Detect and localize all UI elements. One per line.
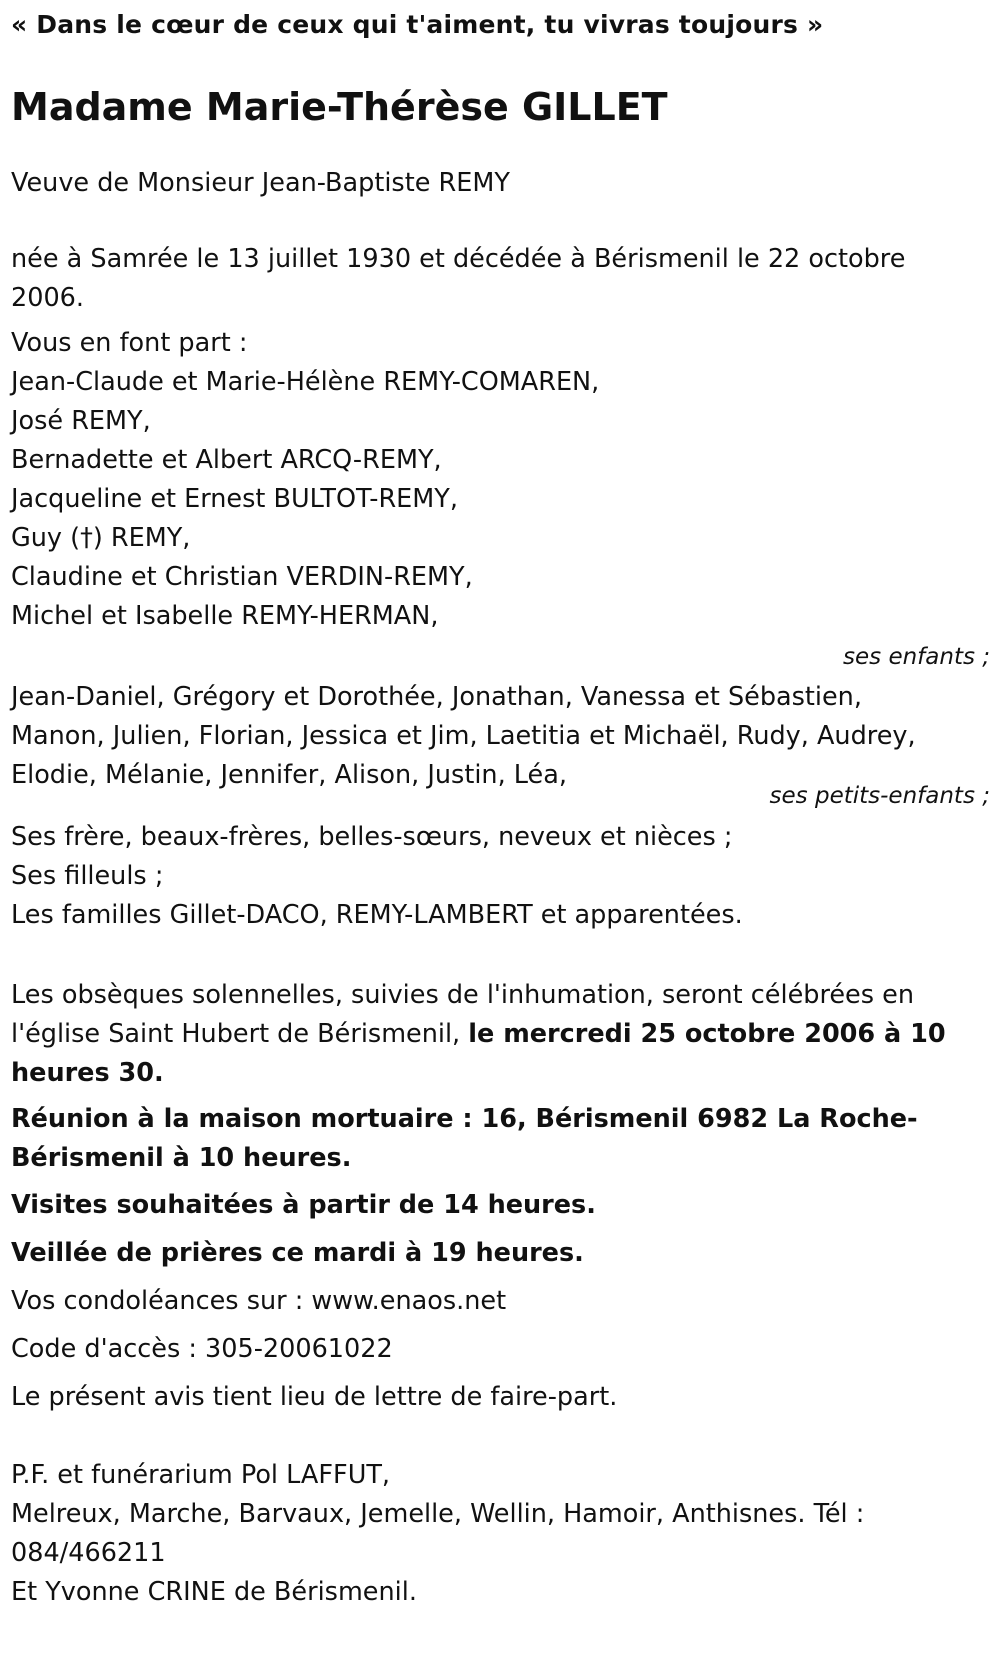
grandchildren-line: Jean-Daniel, Grégory et Dorothée, Jonathan, Vanessa et Sébastien, [11,682,862,712]
access-code: Code d'accès : 305-20061022 [11,1334,393,1364]
funeral-time: heures 30. [11,1058,164,1088]
child-entry: José REMY, [11,406,151,436]
funeral-date: le mercredi 25 octobre 2006 à 10 [468,1019,946,1049]
deceased-name: Madame Marie-Thérèse GILLET [11,85,668,129]
vigil-info: Veillée de prières ce mardi à 19 heures. [11,1238,584,1268]
widow-line: Veuve de Monsieur Jean-Baptiste REMY [11,168,510,198]
funeral-home-line: Et Yvonne CRINE de Bérismenil. [11,1577,417,1607]
funeral-line: Les obsèques solennelles, suivies de l'inhumation, seront célébrées en [11,980,914,1010]
grandchildren-line: Elodie, Mélanie, Jennifer, Alison, Justin, Léa, [11,760,567,790]
child-entry: Jean-Claude et Marie-Hélène REMY-COMAREN, [11,367,600,397]
relatives-line: Ses frère, beaux-frères, belles-sœurs, neveux et nièces ; [11,822,733,852]
funeral-details [11,976,946,1093]
funeral-line [11,1015,946,1054]
birth-death-paragraph [11,240,905,318]
funeral-home-line: Melreux, Marche, Barvaux, Jemelle, Wellin, Hamoir, Anthisnes. Tél : [11,1499,865,1529]
grandchildren-list [11,678,916,795]
meeting-line: Bérismenil à 10 heures. [11,1143,352,1173]
grandchildren-role-label: ses petits-enfants ; [769,783,990,809]
meeting-info [11,1100,918,1178]
children-role-label: ses enfants ; [843,644,990,670]
condolences-link[interactable]: Vos condoléances sur : www.enaos.net [11,1286,507,1316]
family-announcement [11,324,599,636]
epitaph-quote: « Dans le cœur de ceux qui t'aiment, tu vivras toujours » [11,10,824,39]
birth-death-line: 2006. [11,283,85,313]
notice-line: Le présent avis tient lieu de lettre de faire-part. [11,1382,618,1412]
child-entry: Michel et Isabelle REMY-HERMAN, [11,601,439,631]
child-entry: Guy (†) REMY, [11,523,191,553]
visits-info: Visites souhaitées à partir de 14 heures. [11,1190,596,1220]
funeral-church: l'église Saint Hubert de Bérismenil, [11,1019,469,1049]
child-entry: Bernadette et Albert ARCQ-REMY, [11,445,442,475]
other-relatives [11,818,743,935]
funeral-home-line: P.F. et funérarium Pol LAFFUT, [11,1460,391,1490]
relatives-line: Ses filleuls ; [11,861,164,891]
relatives-line: Les familles Gillet-DACO, REMY-LAMBERT et apparentées. [11,900,743,930]
child-entry: Jacqueline et Ernest BULTOT-REMY, [11,484,458,514]
meeting-line: Réunion à la maison mortuaire : 16, Bérismenil 6982 La Roche- [11,1104,918,1134]
funeral-home-info [11,1456,864,1612]
funeral-home-phone: 084/466211 [11,1538,166,1568]
birth-death-line: née à Samrée le 13 juillet 1930 et décédée à Bérismenil le 22 octobre [11,244,906,274]
announce-line: Vous en font part : [11,328,248,358]
grandchildren-line: Manon, Julien, Florian, Jessica et Jim, Laetitia et Michaël, Rudy, Audrey, [11,721,916,751]
child-entry: Claudine et Christian VERDIN-REMY, [11,562,473,592]
